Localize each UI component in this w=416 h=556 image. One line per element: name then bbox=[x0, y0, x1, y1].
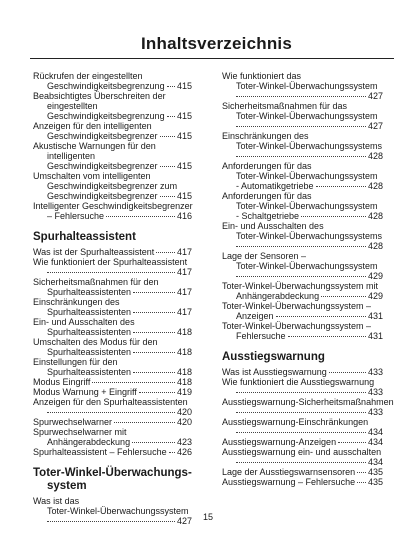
toc-entry[interactable] bbox=[33, 247, 192, 257]
toc-entry-text: Spurwechselwarner bbox=[33, 417, 113, 427]
toc-entry-text: Wie funktioniert das bbox=[222, 71, 302, 81]
toc-entry-row bbox=[33, 417, 192, 427]
toc-entry-row bbox=[33, 307, 192, 317]
toc-entry-text: eingestellten bbox=[47, 101, 98, 111]
toc-entry-text: Spurhalteassistenten bbox=[47, 307, 132, 317]
toc-entry-row bbox=[33, 111, 192, 121]
toc-entry-row bbox=[222, 467, 383, 477]
dot-leader bbox=[236, 276, 366, 277]
toc-entry-text: Beabsichtigtes Überschreiten der bbox=[33, 91, 166, 101]
toc-entry-row bbox=[33, 387, 192, 397]
toc-entry[interactable] bbox=[33, 297, 192, 317]
dot-leader bbox=[47, 272, 175, 273]
toc-entry-text: Spurhalteassistenten bbox=[47, 287, 132, 297]
toc-entry[interactable] bbox=[33, 277, 192, 297]
toc-entry-text: Ausstiegswarnung ein- und ausschalten bbox=[222, 447, 382, 457]
dot-leader bbox=[132, 442, 175, 443]
dot-leader bbox=[106, 216, 175, 217]
toc-entry-text: Ausstiegswarnung-Anzeigen bbox=[222, 437, 337, 447]
dot-leader bbox=[276, 316, 366, 317]
toc-entry-text: Anforderungen für das bbox=[222, 191, 312, 201]
dot-leader bbox=[301, 216, 366, 217]
dot-leader bbox=[133, 372, 175, 373]
dot-leader bbox=[236, 432, 366, 433]
toc-entry[interactable] bbox=[33, 397, 192, 417]
toc-entry-row bbox=[222, 387, 383, 397]
toc-entry[interactable] bbox=[33, 91, 192, 121]
toc-entry-row bbox=[222, 91, 383, 101]
toc-page-number: 434 bbox=[367, 457, 383, 467]
toc-page-number: 433 bbox=[367, 367, 383, 377]
toc-entry-text: Anhängerabdeckung bbox=[236, 291, 320, 301]
toc-entry[interactable] bbox=[222, 101, 383, 131]
toc-page-number: 428 bbox=[367, 181, 383, 191]
toc-entry-text: Toter-Winkel-Überwachungssystem – bbox=[222, 321, 372, 331]
toc-entry-row bbox=[222, 121, 383, 131]
toc-entry-text: Geschwindigkeitsbegrenzer bbox=[47, 161, 158, 171]
toc-entry-text: Anforderungen für das bbox=[222, 161, 312, 171]
dot-leader bbox=[47, 412, 175, 413]
toc-entry[interactable] bbox=[33, 387, 192, 397]
dot-leader bbox=[236, 412, 366, 413]
toc-entry[interactable] bbox=[33, 447, 192, 457]
toc-entry-text: Anhängerabdeckung bbox=[47, 437, 131, 447]
toc-entry[interactable] bbox=[33, 317, 192, 337]
toc-entry[interactable] bbox=[33, 121, 192, 141]
dot-leader bbox=[357, 472, 366, 473]
toc-page-number: 417 bbox=[176, 247, 192, 257]
toc-entry-text: Toter-Winkel-Überwachungssystem – bbox=[222, 301, 372, 311]
toc-entry-text: Toter-Winkel-Überwachungssystem mit bbox=[222, 281, 379, 291]
toc-entry-text: Sicherheitsmaßnahmen für das bbox=[222, 101, 348, 111]
toc-entry[interactable] bbox=[222, 437, 383, 447]
toc-entry-row bbox=[33, 191, 192, 201]
dot-leader bbox=[160, 196, 175, 197]
toc-page-number: 427 bbox=[176, 516, 192, 526]
toc-entry[interactable] bbox=[33, 377, 192, 387]
toc-entry[interactable] bbox=[222, 397, 394, 417]
toc-entry[interactable] bbox=[33, 71, 192, 91]
toc-entry-text: Toter-Winkel-Überwachungssystem bbox=[236, 201, 378, 211]
toc-entry-text: Spurhalteassistent – Fehlersuche bbox=[33, 447, 167, 457]
toc-entry-row bbox=[222, 151, 383, 161]
toc-entry-row bbox=[222, 291, 383, 301]
toc-page-number: 423 bbox=[176, 437, 192, 447]
toc-entry-row bbox=[33, 81, 192, 91]
toc-entry[interactable] bbox=[33, 357, 192, 377]
toc-page-number: 418 bbox=[176, 347, 192, 357]
toc-entry-row bbox=[33, 267, 192, 277]
toc-entry-row bbox=[222, 241, 383, 251]
toc-entry-text: Akustische Warnungen für den bbox=[33, 141, 156, 151]
toc-entry[interactable] bbox=[222, 367, 383, 377]
toc-entry[interactable] bbox=[33, 337, 192, 357]
dot-leader bbox=[160, 166, 175, 167]
toc-entry-text: Ausstiegswarnung – Fehlersuche bbox=[222, 477, 356, 487]
section-heading bbox=[222, 351, 383, 364]
toc-entry-text: Einstellungen für den bbox=[33, 357, 118, 367]
dot-leader bbox=[169, 452, 175, 453]
toc-page-number: 415 bbox=[176, 111, 192, 121]
toc-page-number: 418 bbox=[176, 327, 192, 337]
toc-entry[interactable] bbox=[222, 131, 383, 161]
section-heading-text: system bbox=[47, 480, 87, 492]
toc-page-number: 434 bbox=[367, 427, 383, 437]
toc-entry[interactable] bbox=[33, 201, 192, 221]
toc-entry[interactable] bbox=[33, 496, 192, 526]
section-heading-text: Toter-Winkel-Überwachungs- bbox=[33, 467, 192, 479]
toc-entry-text: Rückrufen der eingestellten bbox=[33, 71, 143, 81]
dot-leader bbox=[114, 422, 175, 423]
section-heading-text: Spurhalteassistent bbox=[33, 231, 136, 243]
toc-entry-row bbox=[33, 287, 192, 297]
toc-entry-text: Ausstiegswarnung-Sicherheitsmaßnahmen bbox=[222, 397, 394, 407]
dot-leader bbox=[321, 296, 366, 297]
toc-entry-text: Anzeigen für den intelligenten bbox=[33, 121, 152, 131]
toc-column-left bbox=[33, 71, 192, 526]
toc-entry-text: Geschwindigkeitsbegrenzung bbox=[47, 81, 165, 91]
toc-entry-text: Ein- und Ausschalten des bbox=[222, 221, 324, 231]
dot-leader bbox=[236, 156, 366, 157]
toc-entry-text: Was ist Ausstiegswarnung bbox=[222, 367, 327, 377]
toc-entry-row bbox=[222, 407, 383, 417]
toc-entry-text: Ein- und Ausschalten des bbox=[33, 317, 135, 327]
toc-page-number: 433 bbox=[367, 387, 383, 397]
toc-entry-text: Geschwindigkeitsbegrenzung bbox=[47, 111, 165, 121]
toc-entry-text: Spurwechselwarner mit bbox=[33, 427, 127, 437]
toc-page-number: 429 bbox=[367, 291, 383, 301]
toc-entry-row bbox=[33, 516, 192, 526]
toc-entry-text: Toter-Winkel-Überwachungssystem bbox=[236, 171, 378, 181]
toc-page-number: 417 bbox=[176, 267, 192, 277]
dot-leader bbox=[236, 392, 366, 393]
toc-page-number: 415 bbox=[176, 81, 192, 91]
toc-page-number: 434 bbox=[367, 437, 383, 447]
dot-leader bbox=[133, 352, 175, 353]
toc-page-number: 420 bbox=[176, 417, 192, 427]
dot-leader bbox=[288, 336, 366, 337]
toc-entry[interactable] bbox=[222, 281, 383, 301]
page-number: 15 bbox=[203, 512, 214, 522]
dot-leader bbox=[133, 292, 175, 293]
toc-entry-text: Einschränkungen des bbox=[33, 297, 120, 307]
toc-entry-text: intelligenten bbox=[47, 151, 96, 161]
toc-entry-text: Wie funktioniert der Spurhalteassistent bbox=[33, 257, 188, 267]
dot-leader bbox=[357, 482, 366, 483]
toc-page-number: 431 bbox=[367, 311, 383, 321]
toc-entry-text: Lage der Ausstiegswarnsensoren bbox=[222, 467, 356, 477]
toc-entry-row bbox=[33, 407, 192, 417]
toc-page-number: 420 bbox=[176, 407, 192, 417]
toc-entry[interactable] bbox=[33, 257, 192, 277]
toc-page-number: 435 bbox=[367, 477, 383, 487]
dot-leader bbox=[338, 442, 366, 443]
dot-leader bbox=[236, 126, 366, 127]
toc-entry-row bbox=[33, 161, 192, 171]
dot-leader bbox=[236, 96, 366, 97]
toc-entry-row bbox=[33, 327, 192, 337]
toc-entry[interactable] bbox=[222, 467, 383, 477]
dot-leader bbox=[133, 332, 175, 333]
toc-page-number: 418 bbox=[176, 377, 192, 387]
toc-entry-text: Intelligenter Geschwindigkeitsbegrenzer bbox=[33, 201, 193, 211]
dot-leader bbox=[156, 252, 175, 253]
toc-entry-text: Sicherheitsmaßnahmen für den bbox=[33, 277, 159, 287]
toc-entry-text: Toter-Winkel-Überwachungssystems bbox=[236, 231, 383, 241]
toc-entry-text: Anzeigen bbox=[236, 311, 274, 321]
toc-entry[interactable] bbox=[222, 71, 383, 101]
toc-page-number: 429 bbox=[367, 271, 383, 281]
page-title: Inhaltsverzeichnis bbox=[141, 34, 292, 53]
toc-entry[interactable] bbox=[222, 191, 383, 221]
toc-page-number: 426 bbox=[176, 447, 192, 457]
toc-entry-row bbox=[33, 131, 192, 141]
toc-entry-text: Wie funktioniert die Ausstiegswarnung bbox=[222, 377, 375, 387]
toc-entry[interactable] bbox=[222, 377, 383, 397]
toc-entry[interactable] bbox=[222, 321, 383, 341]
toc-entry[interactable] bbox=[222, 417, 383, 437]
toc-entry-text: Spurhalteassistenten bbox=[47, 347, 132, 357]
toc-entry[interactable] bbox=[222, 251, 383, 281]
dot-leader bbox=[47, 521, 175, 522]
toc-entry-row bbox=[222, 311, 383, 321]
dot-leader bbox=[92, 382, 175, 383]
dot-leader bbox=[236, 462, 366, 463]
toc-entry-row bbox=[33, 437, 192, 447]
toc-entry[interactable] bbox=[33, 171, 192, 201]
toc-entry-row bbox=[222, 211, 383, 221]
title-divider bbox=[30, 58, 394, 59]
toc-entry-row bbox=[33, 211, 192, 221]
toc-entry-text: Toter-Winkel-Überwachungssystems bbox=[236, 141, 383, 151]
toc-entry-text: Toter-Winkel-Überwachungssystem bbox=[47, 506, 189, 516]
toc-page-number: 427 bbox=[367, 91, 383, 101]
toc-entry-row bbox=[222, 271, 383, 281]
toc-entry[interactable] bbox=[33, 417, 192, 427]
toc-entry-row bbox=[222, 437, 383, 447]
toc-entry[interactable] bbox=[222, 221, 383, 251]
toc-page-number: 428 bbox=[367, 151, 383, 161]
toc-entry-text: Geschwindigkeitsbegrenzer bbox=[47, 131, 158, 141]
toc-column-right bbox=[222, 71, 394, 487]
toc-entry[interactable] bbox=[222, 447, 383, 467]
toc-entry-row bbox=[33, 377, 192, 387]
toc-entry-row bbox=[33, 367, 192, 377]
toc-page-number: 415 bbox=[176, 131, 192, 141]
toc-entry-text: Toter-Winkel-Überwachungssystem bbox=[236, 81, 378, 91]
toc-entry-row bbox=[33, 347, 192, 357]
toc-entry-row bbox=[222, 477, 383, 487]
toc-entry-row bbox=[33, 447, 192, 457]
toc-entry-text: Geschwindigkeitsbegrenzer zum bbox=[47, 181, 178, 191]
toc-page-number: 416 bbox=[176, 211, 192, 221]
toc-entry-row bbox=[222, 457, 383, 467]
dot-leader bbox=[167, 116, 175, 117]
section-heading bbox=[33, 231, 192, 244]
toc-entry[interactable] bbox=[33, 141, 192, 171]
toc-page-number: 417 bbox=[176, 287, 192, 297]
toc-entry-text: Fehlersuche bbox=[236, 331, 286, 341]
toc-entry[interactable] bbox=[222, 301, 383, 321]
toc-page-number: 417 bbox=[176, 307, 192, 317]
toc-entry-text: Spurhalteassistenten bbox=[47, 367, 132, 377]
toc-entry-text: Was ist der Spurhalteassistent bbox=[33, 247, 155, 257]
toc-entry-text: Toter-Winkel-Überwachungssystem bbox=[236, 111, 378, 121]
toc-page-number: 418 bbox=[176, 367, 192, 377]
toc-page-number: 415 bbox=[176, 191, 192, 201]
section-heading-text: Ausstiegswarnung bbox=[222, 351, 325, 363]
toc-entry-text: Spurhalteassistenten bbox=[47, 327, 132, 337]
toc-entry-text: – Fehlersuche bbox=[47, 211, 105, 221]
dot-leader bbox=[236, 246, 366, 247]
toc-entry-text: - Automatikgetriebe bbox=[236, 181, 314, 191]
toc-entry-text: Modus Warnung + Eingriff bbox=[33, 387, 137, 397]
toc-entry-text: Umschalten des Modus für den bbox=[33, 337, 158, 347]
toc-entry-text: Was ist das bbox=[33, 496, 80, 506]
toc-entry-row bbox=[222, 181, 383, 191]
toc-entry[interactable] bbox=[222, 477, 383, 487]
toc-entry-row bbox=[222, 331, 383, 341]
dot-leader bbox=[316, 186, 366, 187]
toc-entry-row bbox=[33, 247, 192, 257]
dot-leader bbox=[329, 372, 366, 373]
dot-leader bbox=[167, 86, 175, 87]
toc-entry-text: Toter-Winkel-Überwachungssystem bbox=[236, 261, 378, 271]
toc-page-number: 415 bbox=[176, 161, 192, 171]
toc-entry-text: Umschalten vom intelligenten bbox=[33, 171, 151, 181]
toc-entry[interactable] bbox=[222, 161, 383, 191]
section-heading bbox=[33, 467, 192, 493]
toc-entry-row bbox=[222, 367, 383, 377]
dot-leader bbox=[139, 392, 175, 393]
toc-entry-text: Einschränkungen des bbox=[222, 131, 309, 141]
dot-leader bbox=[133, 312, 175, 313]
toc-page-number: 435 bbox=[367, 467, 383, 477]
toc-page-number: 433 bbox=[367, 407, 383, 417]
toc-page-number: 428 bbox=[367, 211, 383, 221]
toc-page-number: 428 bbox=[367, 241, 383, 251]
toc-page-number: 419 bbox=[176, 387, 192, 397]
dot-leader bbox=[160, 136, 175, 137]
toc-entry-text: Lage der Sensoren – bbox=[222, 251, 307, 261]
toc-page-number: 427 bbox=[367, 121, 383, 131]
toc-entry-text: Ausstiegswarnung-Einschränkungen bbox=[222, 417, 369, 427]
toc-entry-text: - Schaltgetriebe bbox=[236, 211, 300, 221]
toc-entry-text: Modus Eingriff bbox=[33, 377, 91, 387]
toc-entry-row bbox=[222, 427, 383, 437]
toc-entry-text: Anzeigen für den Spurhalteassistenten bbox=[33, 397, 188, 407]
toc-entry[interactable] bbox=[33, 427, 192, 447]
toc-page-number: 431 bbox=[367, 331, 383, 341]
toc-entry-text: Geschwindigkeitsbegrenzer bbox=[47, 191, 158, 201]
